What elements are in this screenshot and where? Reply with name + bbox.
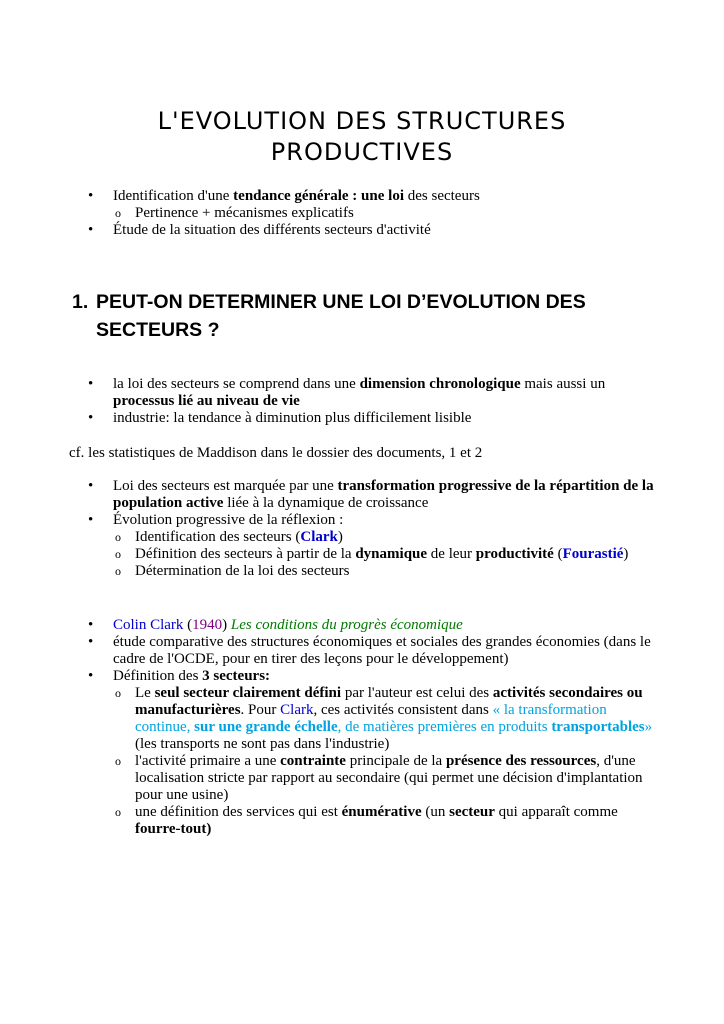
list-item: • étude comparative des structures économiques et sociales des grandes économies (dans le cadre de l'OCDE, pour en tirer des leçons pour le développement) (88, 634, 651, 667)
clark-name: Clark (280, 702, 314, 718)
document-title (0, 106, 724, 168)
sector-law-list (0, 376, 724, 427)
bullet: • (88, 634, 94, 650)
clark-name: Clark (300, 529, 338, 545)
sub-bullet: o (115, 206, 121, 220)
evolution-list (0, 478, 724, 580)
list-item: • Loi des secteurs est marquée par une transformation progressive de la répartition de la population active liée à la dynamique de croissance (88, 478, 654, 511)
bullet: • (88, 376, 94, 392)
bullet: • (88, 188, 94, 204)
cf-note: cf. les statistiques de Maddison dans le dossier des documents, 1 et 2 (69, 445, 483, 461)
bullet: • (88, 617, 94, 633)
sub-bullet: o (115, 754, 121, 768)
sub-bullet: o (115, 564, 121, 578)
sub-list-item: o Pertinence + mécanismes explicatifs (115, 205, 354, 221)
fourastie-name: Fourastié (562, 546, 624, 562)
intro-list (0, 188, 724, 239)
list-item: • Évolution progressive de la réflexion : (88, 512, 344, 528)
author-name: Colin Clark (113, 617, 184, 633)
sub-list-item: o Identification des secteurs (Clark) (115, 529, 343, 545)
title-line-1: L'EVOLUTION DES STRUCTURES (157, 107, 567, 135)
title-line-2: PRODUCTIVES (270, 138, 454, 166)
list-item: • la loi des secteurs se comprend dans une dimension chronologique mais aussi un processus lié au niveau de vie (88, 376, 606, 409)
sub-bullet: o (115, 530, 121, 544)
section-title: PEUT-ON DETERMINER UNE LOI D’EVOLUTION DES SECTEURS ? (96, 291, 586, 341)
sub-list-item: o une définition des services qui est énumérative (un secteur qui apparaît comme fourre-tout) (115, 804, 618, 837)
sub-list-item: o Définition des secteurs à partir de la dynamique de leur productivité (Fourastié) (115, 546, 629, 562)
bullet: • (88, 222, 94, 238)
bullet: • (88, 410, 94, 426)
list-item: • Colin Clark (1940) Les conditions du progrès économique (88, 617, 463, 633)
bullet: • (88, 668, 94, 684)
sub-list-item: o l'activité primaire a une contrainte principale de la présence des ressources, d'une localisation stricte par rapport au secondaire (qui permet une décision d'implantation pour une usine) (115, 753, 643, 803)
section-number: 1. (72, 291, 89, 313)
sub-list-item: o Détermination de la loi des secteurs (115, 563, 350, 579)
clark-list (0, 617, 724, 838)
book-title: Les conditions du progrès économique (230, 617, 463, 633)
list-item: • Définition des 3 secteurs: (88, 668, 271, 684)
section-heading (72, 288, 672, 344)
list-item: • Identification d'une tendance générale : une loi des secteurs (88, 188, 480, 204)
bullet: • (88, 512, 94, 528)
sub-bullet: o (115, 547, 121, 561)
sub-list-item: o Le seul secteur clairement défini par l'auteur est celui des activités secondaires ou manufacturières. Pour Clark, ces activités consistent dans « la transformation continue, sur une grande échelle, de matières premières en produits transportables» (les transports ne sont pas dans l'industrie) (115, 685, 653, 752)
sub-bullet: o (115, 805, 121, 819)
publication-year: 1940 (192, 617, 223, 633)
bullet: • (88, 478, 94, 494)
sub-bullet: o (115, 686, 121, 700)
list-item: • industrie: la tendance à diminution plus difficilement lisible (88, 410, 472, 426)
list-item: • Étude de la situation des différents secteurs d'activité (88, 222, 431, 238)
